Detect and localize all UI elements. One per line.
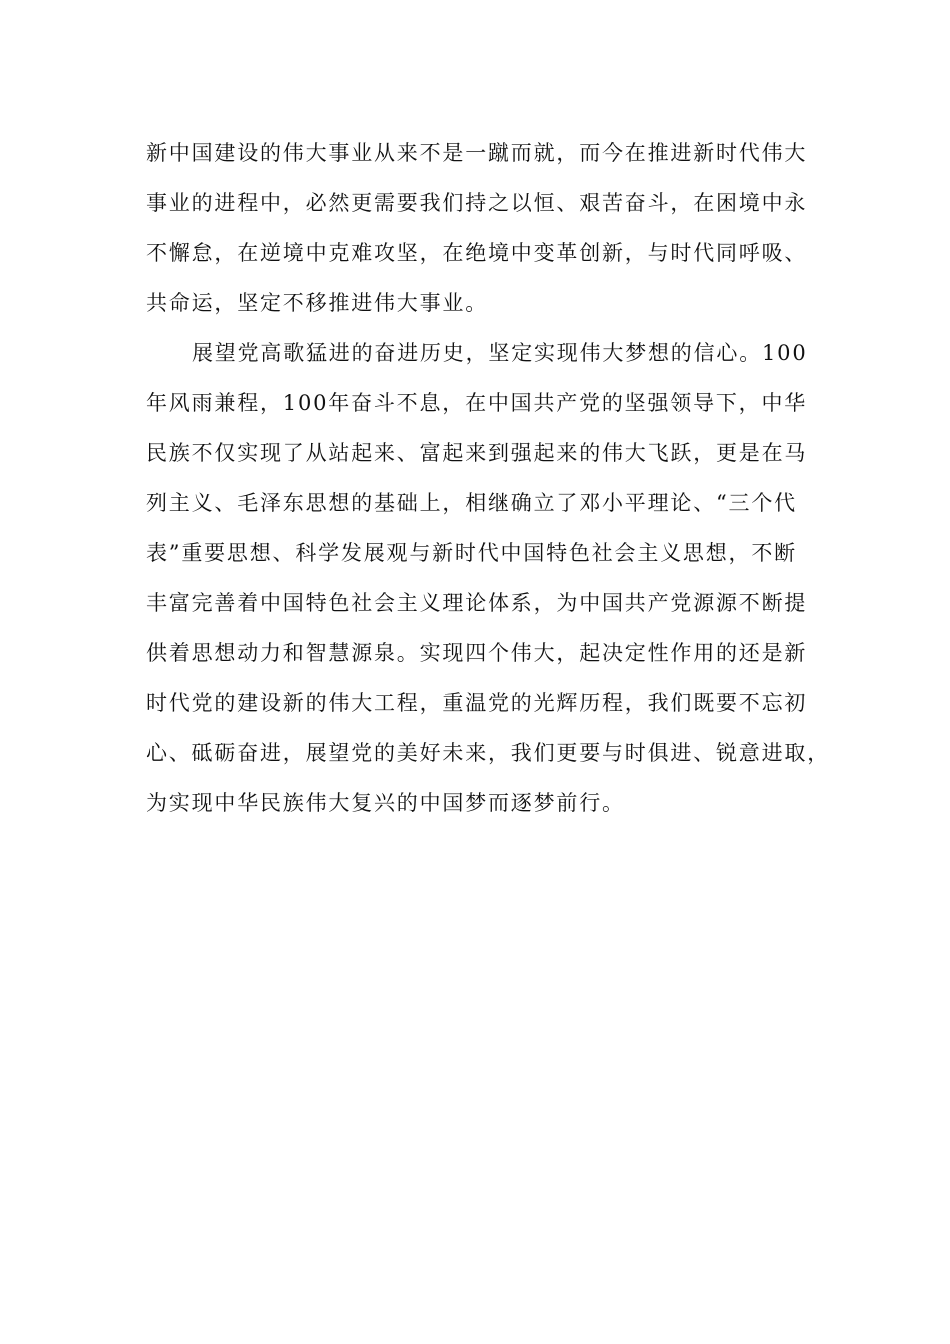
- document-body: [146, 128, 830, 828]
- text-line: 事业的进程中，必然更需要我们持之以恒、艰苦奋斗，在困境中永: [146, 191, 808, 215]
- text-line: 时代党的建设新的伟大工程，重温党的光辉历程，我们既要不忘初: [146, 691, 808, 715]
- text-line: 供着思想动力和智慧源泉。实现四个伟大，起决定性作用的还是新: [146, 641, 808, 665]
- text-line: 不懈怠，在逆境中克难攻坚，在绝境中变革创新，与时代同呼吸、: [146, 241, 808, 265]
- text-line: 年风雨兼程，100年奋斗不息，在中国共产党的坚强领导下，中华: [146, 391, 808, 415]
- paragraph-2: [146, 328, 830, 828]
- paragraph-1: [146, 128, 822, 328]
- text-line: 为实现中华民族伟大复兴的中国梦而逐梦前行。: [146, 791, 625, 815]
- text-line: 新中国建设的伟大事业从来不是一蹴而就，而今在推进新时代伟大: [146, 141, 808, 165]
- text-line: 民族不仅实现了从站起来、富起来到强起来的伟大飞跃，更是在马: [146, 441, 808, 465]
- text-line: 共命运，坚定不移推进伟大事业。: [146, 291, 488, 315]
- text-line: 表”重要思想、科学发展观与新时代中国特色社会主义思想，不断: [146, 541, 797, 565]
- text-line: 展望党高歌猛进的奋进历史，坚定实现伟大梦想的信心。100: [192, 341, 808, 365]
- text-line: 列主义、毛泽东思想的基础上，相继确立了邓小平理论、“三个代: [146, 491, 797, 515]
- text-line: 丰富完善着中国特色社会主义理论体系，为中国共产党源源不断提: [146, 591, 808, 615]
- text-line: 心、砥砺奋进，展望党的美好未来，我们更要与时俱进、锐意进取，: [146, 741, 830, 765]
